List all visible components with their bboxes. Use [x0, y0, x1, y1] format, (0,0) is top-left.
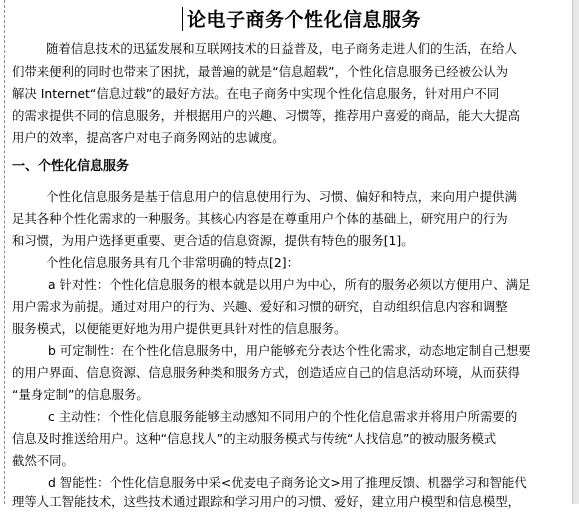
vertical-scrollbar[interactable]	[572, 0, 579, 504]
item-c-line-3: 截然不同。	[12, 453, 74, 468]
item-a-line-2: 用户需求为前提。通过对用户的行为、兴趣、爱好和习惯的研究，自动组织信息内容和调整	[12, 299, 508, 314]
item-a-line-1: a 针对性：个性化信息服务的根本就是以用户为中心，所有的服务必须以方便用户、满足	[48, 277, 531, 292]
intro-line-1: 随着信息技术的迅猛发展和互联网技术的日益普及，电子商务走进人们的生活，在给人	[46, 41, 517, 56]
text-cursor	[182, 7, 183, 31]
para2-line: 个性化信息服务具有几个非常明确的特点[2]：	[46, 255, 299, 270]
item-c-line-2: 信息及时推送给用户。这种“信息找人”的主动服务模式与传统“人找信息”的被动服务模式	[12, 431, 497, 446]
item-b-line-3: “量身定制”的信息服务。	[12, 387, 149, 402]
intro-line-2: 们带来便利的同时也带来了困扰，最普遍的就是“信息超载”，个性化信息服务已经被公认为	[12, 64, 509, 79]
item-a-line-3: 服务模式，以便能更好地为用户提供更具针对性的信息服务。	[12, 321, 347, 336]
section-heading: 一、个性化信息服务	[12, 159, 130, 174]
item-d-line-2: 理等人工智能技术，这些技术通过跟踪和学习用户的习惯、爱好，建立用户模型和信息模型，	[12, 494, 521, 509]
para1-line-3: 和习惯，为用户选择更重要、更合适的信息资源，提供有特色的服务[1]。	[12, 233, 414, 248]
intro-line-5: 用户的效率，提高客户对电子商务网站的忠诚度。	[12, 130, 285, 145]
intro-line-4: 的需求提供不同的信息服务，并根据用户的兴趣、习惯等，推荐用户喜爱的商品，能大大提高	[12, 108, 521, 123]
intro-line-3: 解决 Internet“信息过载”的最好方法。在电子商务中实现个性化信息服务，针对用户不同	[12, 86, 500, 101]
item-b-line-2: 的用户界面、信息资源、信息服务种类和服务方式，创造适应自己的信息活动环境，从而获得	[12, 365, 521, 380]
para1-line-1: 个性化信息服务是基于信息用户的信息使用行为、习惯、偏好和特点，来向用户提供满	[46, 189, 517, 204]
item-d-line-1: d 智能性：个性化信息服务中采<优麦电子商务论文>用了推理反馈、机器学习和智能代	[48, 475, 527, 490]
document-title: 论电子商务个性化信息服务	[187, 9, 422, 31]
item-b-line-1: b 可定制性：在个性化信息服务中，用户能够充分表达个性化需求，动态地定制自己想要	[48, 343, 531, 358]
page-left-edge	[4, 0, 6, 504]
para1-line-2: 足其各种个性化需求的一种服务。其核心内容是在尊重用户个体的基础上，研究用户的行为	[12, 211, 508, 226]
item-c-line-1: c 主动性：个性化信息服务能够主动感知不同用户的个性化信息需求并将用户所需要的	[48, 409, 518, 424]
